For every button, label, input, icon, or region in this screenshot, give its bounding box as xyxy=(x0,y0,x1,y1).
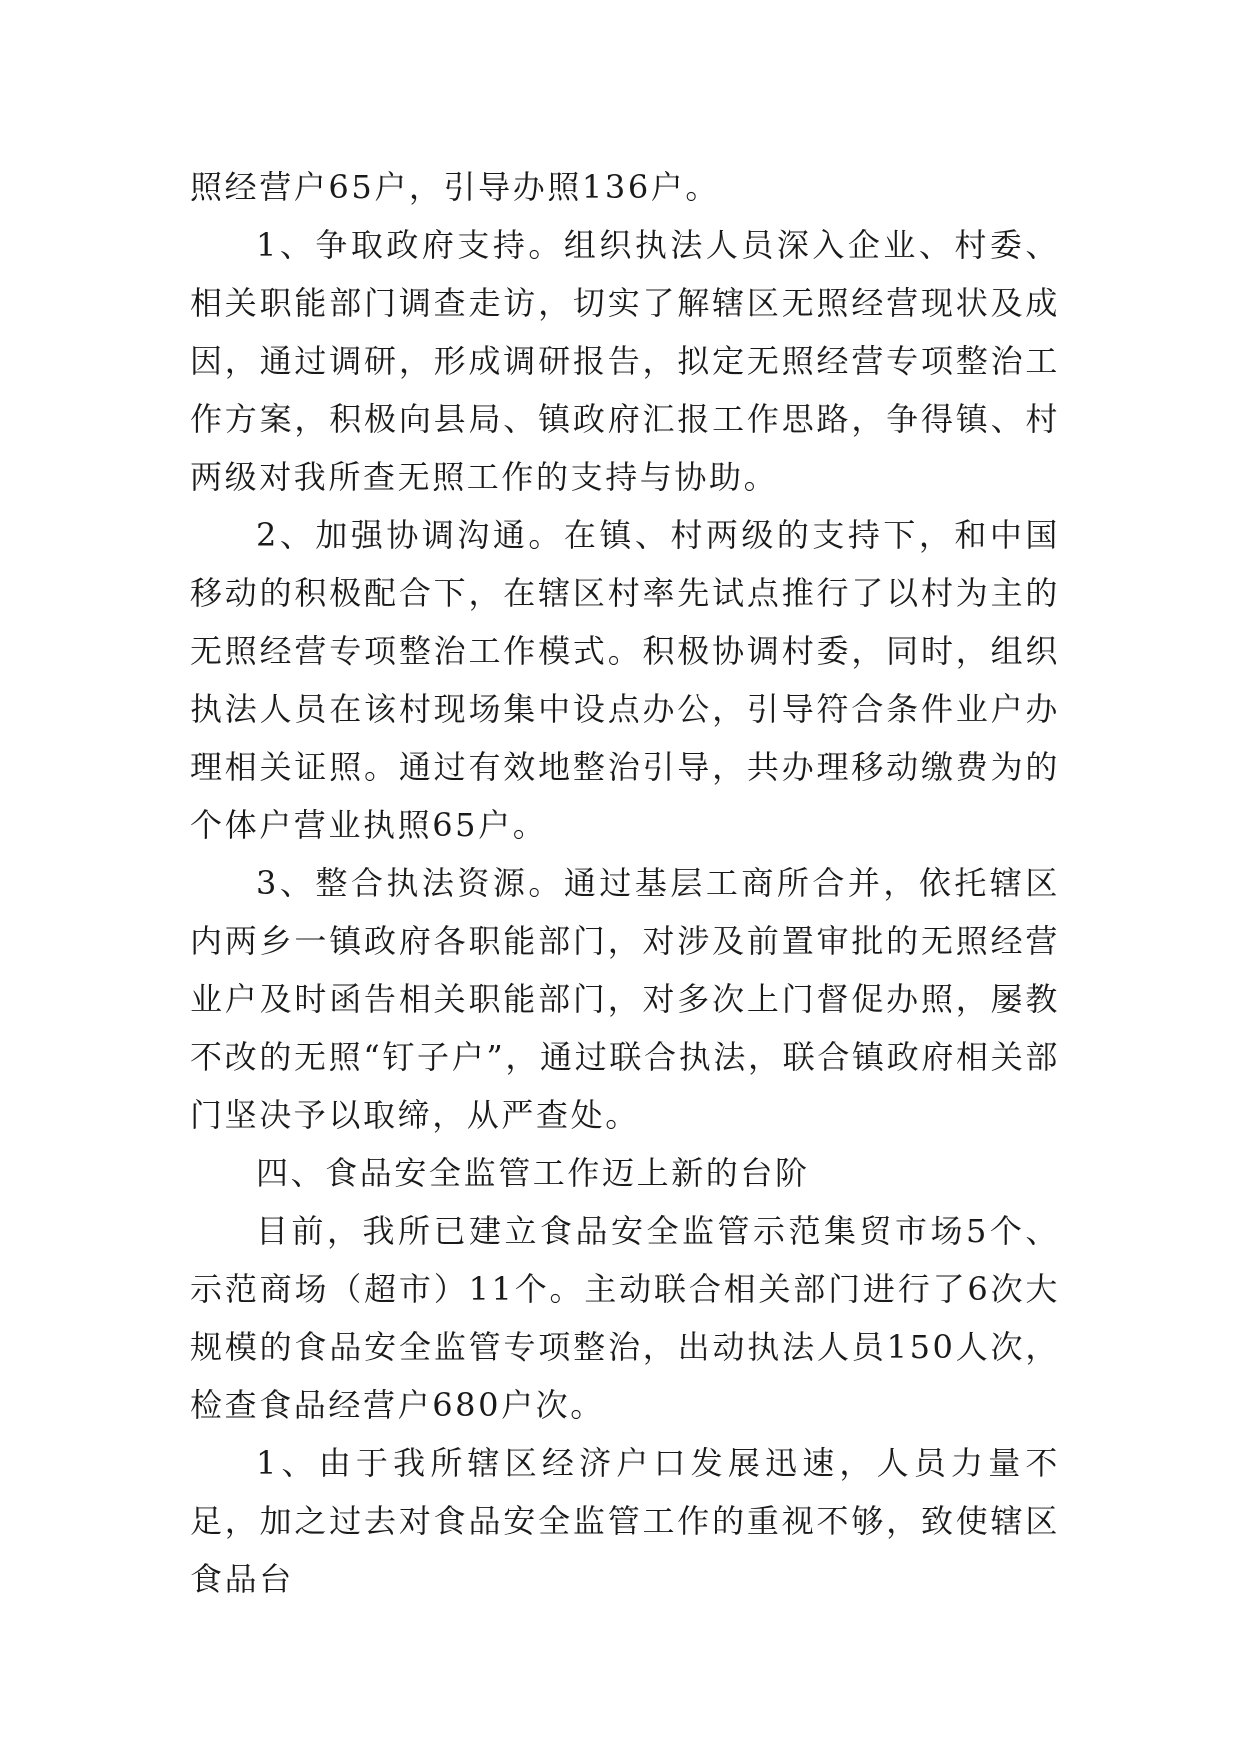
document-body xyxy=(190,158,1060,1608)
paragraph-coordination: 2、加强协调沟通。在镇、村两级的支持下，和中国移动的积极配合下，在辖区村率先试点推行了以村为主的无照经营专项整治工作模式。积极协调村委，同时，组织执法人员在该村现场集中设点办公，引导符合条件业户办理相关证照。通过有效地整治引导，共办理移动缴费为的个体户营业执照65户。 xyxy=(190,516,1060,844)
paragraph-continuation: 照经营户65户，引导办照136户。 xyxy=(190,168,720,206)
section-heading-food-safety: 四、食品安全监管工作迈上新的台阶 xyxy=(256,1154,810,1192)
paragraph-food-safety-summary: 目前，我所已建立食品安全监管示范集贸市场5个、示范商场（超市）11个。主动联合相关部门进行了6次大规模的食品安全监管专项整治，出动执法人员150人次，检查食品经营户680户次。 xyxy=(190,1212,1060,1424)
paragraph-government-support: 1、争取政府支持。组织执法人员深入企业、村委、相关职能部门调查走访，切实了解辖区无照经营现状及成因，通过调研，形成调研报告，拟定无照经营专项整治工作方案，积极向县局、镇政府汇报工作思路，争得镇、村两级对我所查无照工作的支持与协助。 xyxy=(190,226,1060,496)
paragraph-enforcement-resources: 3、整合执法资源。通过基层工商所合并，依托辖区内两乡一镇政府各职能部门，对涉及前置审批的无照经营业户及时函告相关职能部门，对多次上门督促办照，屡教不改的无照“钉子户”，通过联合执法，联合镇政府相关部门坚决予以取缔，从严查处。 xyxy=(190,864,1060,1134)
paragraph-food-safety-item-1: 1、由于我所辖区经济户口发展迅速，人员力量不足，加之过去对食品安全监管工作的重视不够，致使辖区食品台 xyxy=(190,1444,1060,1598)
